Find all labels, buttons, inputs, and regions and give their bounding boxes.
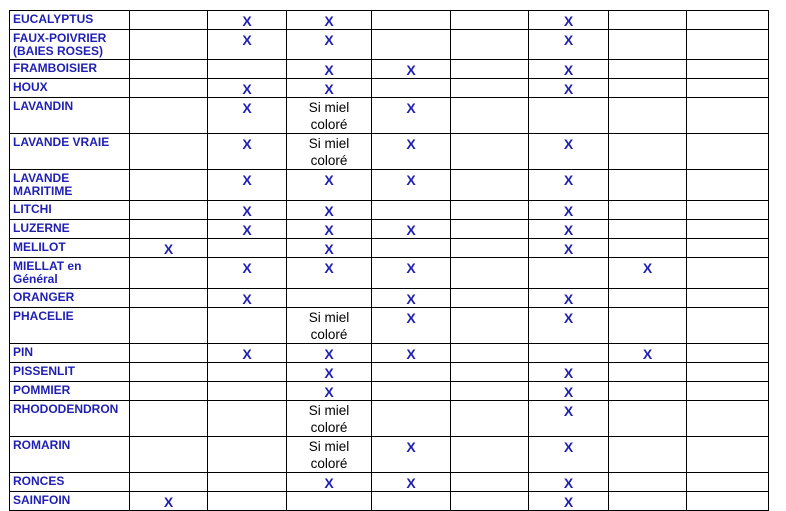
x-mark-cell: X <box>372 220 451 239</box>
x-mark-cell: X <box>372 60 451 79</box>
empty-cell <box>451 401 529 437</box>
empty-cell <box>451 492 529 511</box>
plant-name-cell: PHACELIE <box>10 308 130 344</box>
empty-cell <box>451 473 529 492</box>
empty-cell <box>687 11 769 30</box>
plant-table-body <box>10 11 769 511</box>
condition-note-cell: Si miel coloré <box>287 98 372 134</box>
empty-cell <box>609 308 687 344</box>
x-mark-cell: X <box>372 308 451 344</box>
empty-cell <box>687 437 769 473</box>
x-mark-cell: X <box>287 473 372 492</box>
empty-cell <box>372 11 451 30</box>
empty-cell <box>451 258 529 289</box>
x-mark-cell: X <box>287 220 372 239</box>
empty-cell <box>609 363 687 382</box>
empty-cell <box>130 308 208 344</box>
x-mark-cell: X <box>287 201 372 220</box>
x-mark-cell: X <box>529 363 609 382</box>
empty-cell <box>687 401 769 437</box>
empty-cell <box>451 220 529 239</box>
empty-cell <box>372 201 451 220</box>
plant-name-cell: FRAMBOISIER <box>10 60 130 79</box>
empty-cell <box>208 473 287 492</box>
x-mark-cell: X <box>130 492 208 511</box>
empty-cell <box>609 289 687 308</box>
x-mark-cell: X <box>372 258 451 289</box>
plant-name-cell: LAVANDE VRAIE <box>10 134 130 170</box>
empty-cell <box>130 134 208 170</box>
x-mark-cell: X <box>529 134 609 170</box>
x-mark-cell: X <box>287 239 372 258</box>
table-row <box>10 382 769 401</box>
x-mark-cell: X <box>372 170 451 201</box>
x-mark-cell: X <box>529 220 609 239</box>
empty-cell <box>609 98 687 134</box>
empty-cell <box>687 79 769 98</box>
empty-cell <box>130 401 208 437</box>
x-mark-cell: X <box>208 344 287 363</box>
empty-cell <box>208 437 287 473</box>
empty-cell <box>529 98 609 134</box>
empty-cell <box>451 344 529 363</box>
empty-cell <box>130 437 208 473</box>
empty-cell <box>609 473 687 492</box>
x-mark-cell: X <box>372 344 451 363</box>
condition-note-cell: Si miel coloré <box>287 437 372 473</box>
empty-cell <box>130 11 208 30</box>
empty-cell <box>687 98 769 134</box>
x-mark-cell: X <box>208 134 287 170</box>
empty-cell <box>609 170 687 201</box>
empty-cell <box>451 308 529 344</box>
plant-name-cell: RHODODENDRON <box>10 401 130 437</box>
plant-table-container <box>9 10 769 511</box>
plant-name-cell: MELILOT <box>10 239 130 258</box>
table-row <box>10 60 769 79</box>
empty-cell <box>130 201 208 220</box>
empty-cell <box>609 401 687 437</box>
x-mark-cell: X <box>529 382 609 401</box>
empty-cell <box>372 382 451 401</box>
x-mark-cell: X <box>529 170 609 201</box>
x-mark-cell: X <box>287 344 372 363</box>
empty-cell <box>451 170 529 201</box>
empty-cell <box>609 11 687 30</box>
x-mark-cell: X <box>287 30 372 60</box>
table-row <box>10 258 769 289</box>
x-mark-cell: X <box>287 60 372 79</box>
empty-cell <box>451 201 529 220</box>
empty-cell <box>609 79 687 98</box>
table-row <box>10 170 769 201</box>
plant-name-cell: LUZERNE <box>10 220 130 239</box>
plant-name-cell: SAINFOIN <box>10 492 130 511</box>
table-row <box>10 437 769 473</box>
plant-name-cell: ROMARIN <box>10 437 130 473</box>
x-mark-cell: X <box>130 239 208 258</box>
empty-cell <box>287 492 372 511</box>
empty-cell <box>451 289 529 308</box>
x-mark-cell: X <box>529 492 609 511</box>
empty-cell <box>451 98 529 134</box>
plant-name-cell: PISSENLIT <box>10 363 130 382</box>
plant-name-cell: LAVANDE MARITIME <box>10 170 130 201</box>
empty-cell <box>451 437 529 473</box>
plant-name-cell: RONCES <box>10 473 130 492</box>
empty-cell <box>609 492 687 511</box>
empty-cell <box>687 134 769 170</box>
table-row <box>10 98 769 134</box>
empty-cell <box>287 289 372 308</box>
x-mark-cell: X <box>287 258 372 289</box>
table-row <box>10 401 769 437</box>
table-row <box>10 11 769 30</box>
empty-cell <box>451 11 529 30</box>
empty-cell <box>451 363 529 382</box>
empty-cell <box>130 289 208 308</box>
plant-name-cell: ORANGER <box>10 289 130 308</box>
table-row <box>10 239 769 258</box>
x-mark-cell: X <box>372 437 451 473</box>
empty-cell <box>130 473 208 492</box>
x-mark-cell: X <box>529 11 609 30</box>
empty-cell <box>451 239 529 258</box>
empty-cell <box>372 30 451 60</box>
empty-cell <box>130 60 208 79</box>
x-mark-cell: X <box>609 258 687 289</box>
empty-cell <box>609 60 687 79</box>
x-mark-cell: X <box>287 170 372 201</box>
empty-cell <box>208 308 287 344</box>
x-mark-cell: X <box>529 473 609 492</box>
x-mark-cell: X <box>529 239 609 258</box>
empty-cell <box>130 382 208 401</box>
empty-cell <box>208 492 287 511</box>
x-mark-cell: X <box>529 201 609 220</box>
x-mark-cell: X <box>372 134 451 170</box>
empty-cell <box>372 401 451 437</box>
plant-name-cell: PIN <box>10 344 130 363</box>
empty-cell <box>609 30 687 60</box>
empty-cell <box>130 79 208 98</box>
x-mark-cell: X <box>529 437 609 473</box>
x-mark-cell: X <box>529 308 609 344</box>
x-mark-cell: X <box>372 473 451 492</box>
empty-cell <box>208 401 287 437</box>
empty-cell <box>529 258 609 289</box>
empty-cell <box>372 239 451 258</box>
empty-cell <box>687 220 769 239</box>
table-row <box>10 473 769 492</box>
empty-cell <box>687 473 769 492</box>
x-mark-cell: X <box>287 79 372 98</box>
empty-cell <box>609 220 687 239</box>
plant-name-cell: LITCHI <box>10 201 130 220</box>
empty-cell <box>451 79 529 98</box>
empty-cell <box>687 382 769 401</box>
x-mark-cell: X <box>208 98 287 134</box>
empty-cell <box>130 258 208 289</box>
plant-name-cell: EUCALYPTUS <box>10 11 130 30</box>
empty-cell <box>609 437 687 473</box>
table-row <box>10 79 769 98</box>
empty-cell <box>687 239 769 258</box>
empty-cell <box>208 239 287 258</box>
empty-cell <box>687 289 769 308</box>
empty-cell <box>372 79 451 98</box>
x-mark-cell: X <box>529 79 609 98</box>
plant-name-cell: MIELLAT en Général <box>10 258 130 289</box>
table-row <box>10 201 769 220</box>
x-mark-cell: X <box>529 60 609 79</box>
table-row <box>10 344 769 363</box>
empty-cell <box>130 344 208 363</box>
table-row <box>10 220 769 239</box>
x-mark-cell: X <box>208 201 287 220</box>
condition-note-cell: Si miel coloré <box>287 134 372 170</box>
empty-cell <box>208 363 287 382</box>
table-row <box>10 492 769 511</box>
empty-cell <box>609 239 687 258</box>
plant-name-cell: HOUX <box>10 79 130 98</box>
table-row <box>10 134 769 170</box>
x-mark-cell: X <box>208 30 287 60</box>
x-mark-cell: X <box>372 289 451 308</box>
x-mark-cell: X <box>208 11 287 30</box>
empty-cell <box>451 382 529 401</box>
empty-cell <box>451 30 529 60</box>
empty-cell <box>130 98 208 134</box>
plant-name-cell: FAUX-POIVRIER (BAIES ROSES) <box>10 30 130 60</box>
x-mark-cell: X <box>208 220 287 239</box>
x-mark-cell: X <box>287 363 372 382</box>
table-row <box>10 363 769 382</box>
empty-cell <box>451 134 529 170</box>
empty-cell <box>208 382 287 401</box>
plant-name-cell: LAVANDIN <box>10 98 130 134</box>
table-row <box>10 30 769 60</box>
x-mark-cell: X <box>529 401 609 437</box>
x-mark-cell: X <box>287 11 372 30</box>
x-mark-cell: X <box>208 170 287 201</box>
x-mark-cell: X <box>529 30 609 60</box>
empty-cell <box>687 492 769 511</box>
condition-note-cell: Si miel coloré <box>287 308 372 344</box>
x-mark-cell: X <box>208 79 287 98</box>
empty-cell <box>130 363 208 382</box>
empty-cell <box>130 220 208 239</box>
empty-cell <box>687 258 769 289</box>
empty-cell <box>687 30 769 60</box>
x-mark-cell: X <box>287 382 372 401</box>
empty-cell <box>609 201 687 220</box>
x-mark-cell: X <box>208 258 287 289</box>
plant-table <box>9 10 769 511</box>
empty-cell <box>130 30 208 60</box>
empty-cell <box>208 60 287 79</box>
empty-cell <box>372 492 451 511</box>
x-mark-cell: X <box>208 289 287 308</box>
plant-name-cell: POMMIER <box>10 382 130 401</box>
empty-cell <box>451 60 529 79</box>
table-row <box>10 308 769 344</box>
x-mark-cell: X <box>372 98 451 134</box>
condition-note-cell: Si miel coloré <box>287 401 372 437</box>
empty-cell <box>529 344 609 363</box>
empty-cell <box>687 308 769 344</box>
empty-cell <box>687 170 769 201</box>
x-mark-cell: X <box>529 289 609 308</box>
empty-cell <box>687 344 769 363</box>
empty-cell <box>609 382 687 401</box>
empty-cell <box>687 201 769 220</box>
table-row <box>10 289 769 308</box>
empty-cell <box>130 170 208 201</box>
empty-cell <box>372 363 451 382</box>
empty-cell <box>687 60 769 79</box>
x-mark-cell: X <box>609 344 687 363</box>
empty-cell <box>609 134 687 170</box>
empty-cell <box>687 363 769 382</box>
